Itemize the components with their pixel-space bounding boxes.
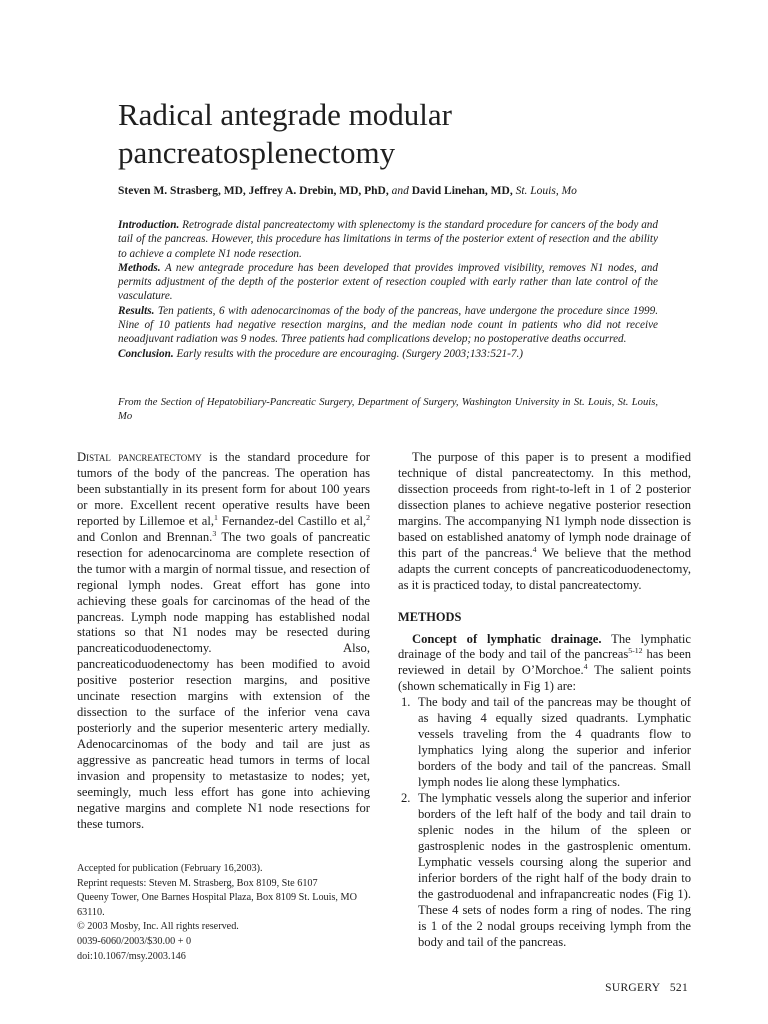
page-footer	[605, 982, 688, 994]
author-line	[118, 184, 678, 198]
ref-4: 4	[532, 544, 537, 554]
purpose-text-a: The purpose of this paper is to present a modified technique of distal pancreatectomy. In this method, dissection proceeds from right-to-left in 1 of 2 posterior dissection planes to achieve negative posterior resection margins. The accompanying N1 lymph node dissection is based on established anatomy of lymph node drainage of this part of the pancreas.	[398, 450, 691, 560]
methods-heading: METHODS	[398, 609, 462, 624]
abstract-results	[118, 304, 658, 347]
list-item-text: The body and tail of the pancreas may be thought of as having 4 equally sized quadrants. Lymphatic vessels traveling from the 4 quadrants flow to lymphatics lying along the superior and inferior borders of the body and tail of the pancreas. Small lymph nodes lie along these lymphatics.	[418, 695, 691, 790]
abstract-methods-text: A new antegrade procedure has been developed that provides improved visibility, removes N1 nodes, and permits adjustment of the depth of the posterior extent of resection coupled with early rather than late control of the vasculature.	[118, 261, 658, 303]
doi-note: doi:10.1067/msy.2003.146	[77, 950, 186, 962]
concept-text-c: The salient points (shown schematically in Fig 1) are:	[398, 663, 691, 694]
concept-text-b: has been reviewed in detail by O’Morchoe.	[398, 647, 691, 678]
accepted-note: Accepted for publication (February 16,2003).	[77, 863, 263, 874]
abstract-conclusion	[118, 347, 658, 361]
list-item	[398, 695, 691, 791]
ref-1: 1	[214, 512, 218, 522]
author-conjunction: and	[391, 185, 409, 197]
salient-points-list	[398, 695, 691, 950]
page-number: 521	[669, 982, 688, 994]
intro-text-c: and Conlon and Brennan.	[77, 529, 213, 544]
affiliation: From the Section of Hepatobiliary-Pancreatic Surgery, Department of Surgery, Washington University in St. Louis, St. Louis, Mo	[118, 397, 658, 422]
abstract-introduction-text: Retrograde distal pancreatectomy with splenectomy is the standard procedure for cancers of the body and tail of the pancreas. However, this procedure has limitations in terms of the posterior extent of resection and the ability to achieve a complete N1 node resection.	[118, 219, 658, 260]
lead-in-words: Distal pancreatectomy	[77, 450, 202, 464]
intro-text-a: is the standard procedure for tumors of the body of the pancreas. The operation has been substantially in its present form for about 100 years or more. Excellent recent operative results have been reported by Lillemoe et al,	[77, 450, 370, 528]
list-item	[398, 791, 691, 951]
left-column	[77, 450, 370, 833]
abstract-conclusion-label: Conclusion.	[118, 347, 174, 360]
abstract-conclusion-text: Early results with the procedure are encouraging. (Surgery 2003;133:521-7.)	[176, 347, 523, 360]
copyright-note: © 2003 Mosby, Inc. All rights reserved.	[77, 921, 239, 933]
abstract	[118, 218, 658, 361]
concept-paragraph	[398, 632, 691, 696]
abstract-methods-label: Methods.	[118, 261, 161, 274]
purpose-paragraph	[398, 450, 691, 594]
intro-text-d: The two goals of pancreatic resection for adenocarcinoma are complete resection of the tumor with a margin of normal tissue, and resection of regional lymph nodes. Great effort has gone into achieving these goals for carcinomas of the head of the pancreas. Lymph node mapping has established nodal stations so that N1 nodes may be resected during pancreaticoduodenectomy. Also, pancreaticoduodenectomy has been modified to avoid positive posterior resection margins, and positive uncinate resection margins with extension of the dissection to the surface of the inferior vena cava posteriorly and the superior mesenteric artery medially. Adenocarcinomas of the body and tail are just as aggressive as pancreatic head tumors in terms of local invasion and propensity to metastasize to nodes; yet, seemingly, much less effort has gone into achieving negative margins and complete N1 node resections for these tumors.	[77, 529, 370, 831]
author-names-2: David Linehan, MD,	[411, 185, 513, 197]
article-title: Radical antegrade modular pancreatosplenectomy	[118, 97, 452, 170]
intro-text-b: Fernandez-del Castillo et al,	[217, 513, 367, 528]
ref-3: 3	[212, 528, 217, 538]
right-column	[398, 450, 691, 951]
reprint-address: Queeny Tower, One Barnes Hospital Plaza, Box 8109 St. Louis, MO 63110.	[77, 892, 357, 918]
ref-5-12: 5-12	[628, 646, 643, 656]
journal-name: SURGERY	[605, 982, 661, 994]
concept-subheading: Concept of lymphatic drainage.	[412, 631, 602, 646]
ref-4b: 4	[583, 662, 588, 672]
abstract-results-text: Ten patients, 6 with adenocarcinomas of the body of the pancreas, have undergone the procedure since 1999. Nine of 10 patients had negative resection margins, and the median node count in patients who did not receive neoadjuvant radiation was 9 nodes. Three patients had complications develop; no postoperative deaths occurred.	[118, 304, 659, 346]
list-item-number: 2.	[401, 791, 411, 806]
author-location: St. Louis, Mo	[515, 185, 577, 197]
issn-note: 0039-6060/2003/$30.00 + 0	[77, 935, 192, 947]
intro-paragraph	[77, 450, 370, 833]
author-names-1: Steven M. Strasberg, MD, Jeffrey A. Drebin, MD, PhD,	[118, 185, 389, 197]
list-item-text: The lymphatic vessels along the superior and inferior borders of the left half of the body and tail drain to splenic nodes in the hilum of the spleen or gastrosplenic nodes in the gastrosplenic omentum. Lymphatic vessels coursing along the superior and inferior borders of the right half of the body drain to the gastroduodenal and infrapancreatic nodes (Fig 1). These 4 sets of nodes form a ring of nodes. The ring is 1 of the 2 nodal groups receiving lymph from the body and tail of the pancreas.	[418, 791, 691, 949]
abstract-results-label: Results.	[118, 304, 155, 317]
list-item-number: 1.	[401, 695, 411, 710]
concept-text-a: The lymphatic drainage of the body and tail of the pancreas	[398, 631, 691, 662]
abstract-introduction	[118, 218, 658, 261]
abstract-introduction-label: Introduction.	[118, 219, 180, 231]
footnotes	[77, 862, 370, 964]
ref-2: 2	[366, 512, 370, 522]
abstract-methods	[118, 261, 658, 304]
purpose-text-b: We believe that the method adapts the current concepts of pancreaticoduodenectomy, as it is practiced today, to distal pancreatectomy.	[398, 545, 691, 592]
reprint-requests: Reprint requests: Steven M. Strasberg, Box 8109, Ste 6107	[77, 877, 318, 889]
